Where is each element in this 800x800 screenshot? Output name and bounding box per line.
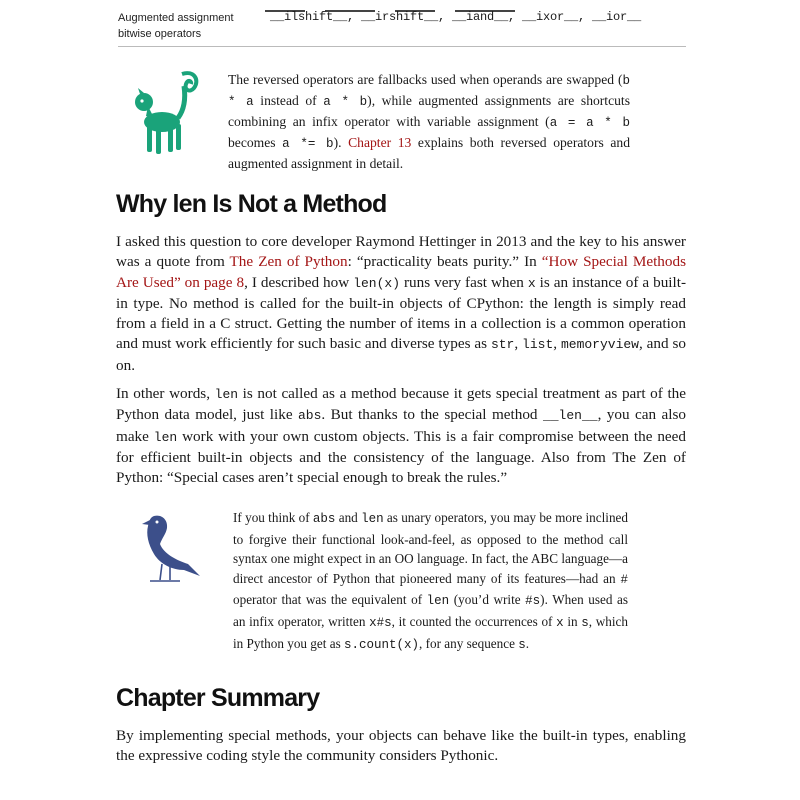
tip-code: a *= b (282, 137, 334, 151)
text: ). When used as an infix operator, written (233, 592, 628, 629)
inline-code: abs (298, 408, 322, 424)
text: (you’d write (449, 592, 526, 608)
inline-code: len (153, 429, 178, 445)
text: operator that was the equivalent of (233, 592, 427, 608)
chapter-13-link[interactable]: Chapter 13 (348, 135, 412, 150)
inline-code: #s (525, 594, 541, 609)
text: and (335, 510, 362, 525)
tip-text: The reversed operators are fallbacks used when operands are swapped ( (228, 72, 623, 87)
text: , (553, 335, 561, 353)
tip-text: explains both reversed operators and augmented assignment in detail. (228, 135, 630, 171)
tip-text: becomes (228, 135, 283, 150)
inline-code: len (426, 594, 450, 609)
paragraph-len-1 (116, 232, 686, 376)
paragraph-len-2 (116, 384, 686, 488)
inline-code: x#s (369, 615, 392, 630)
special-methods-link[interactable]: “How Special Methods Are Used” on page 8 (116, 253, 686, 291)
table-row-label: Augmented assignment bitwise operators (118, 12, 234, 40)
tip-code: a * b (323, 95, 368, 109)
text: , for any sequence (419, 635, 519, 651)
section-heading-len: Why len Is Not a Method (116, 190, 387, 218)
text: , it counted the occurrences of (391, 613, 557, 629)
crow-icon (140, 514, 206, 586)
inline-code: x (556, 615, 564, 630)
text: work with your own custom objects. This is a fair compromise between the need for efficient built-in objects and the consistency of the language. Also from The Zen of Python: “Special cases aren’t special enough to break the rules.” (116, 427, 687, 487)
text: as unary operators, you may be more inclined to forgive their functional look-and-feel, as opposed to the method call syntax one might expect in an OO language. In fact, the ABC language—a direct ancestor of Python that pioneered many of its features—had an (233, 510, 628, 586)
tip-note (228, 70, 630, 173)
inline-code: len (214, 387, 239, 402)
text: I asked this question to core developer Raymond Hettinger in 2013 and the key to his answer was a quote from (116, 233, 686, 271)
inline-code: str (490, 337, 515, 353)
paragraph-summary: By implementing special methods, your objects can behave like the built-in types, enabling the expressive coding style the community considers Pythonic. (116, 727, 686, 765)
text: is an instance of a built-in type. No method is called for the built-in objects of CPython: the length is simply read from a field in a C struct. Getting the number of items in a collection is a common operation and must work efficiently for such basic and diverse types as (116, 273, 687, 353)
text: in (563, 613, 582, 629)
inline-code: x (527, 275, 536, 291)
tip-code: a = a * b (549, 116, 630, 130)
text: If you think of (233, 510, 313, 525)
cropped-row-fragment (265, 0, 565, 3)
tip-code: b * a (228, 74, 630, 109)
text: , (514, 335, 523, 353)
text: , which in Python you get as (233, 613, 628, 651)
text: : “practicality beats purity.” In (347, 253, 542, 271)
text: runs very fast when (400, 273, 528, 291)
lemur-icon (132, 66, 202, 158)
table-row-operators: __ilshift__, __irshift__, __iand__, __ixor__, __ior__ (270, 10, 642, 24)
inline-code: abs (312, 512, 336, 526)
inline-code: s (581, 615, 589, 630)
inline-code: s (518, 637, 526, 652)
inline-code: # (620, 572, 628, 587)
tip-text: ). (333, 135, 349, 150)
operator-table-row (118, 6, 686, 47)
tip-text: ), while augmented assignments are shortcuts combining an infix operator with variable assignment ( (228, 93, 630, 129)
text: , and so on. (116, 335, 687, 374)
text: . (525, 635, 530, 651)
zen-of-python-link[interactable]: The Zen of Python (229, 253, 348, 271)
text: , I described how (244, 273, 354, 291)
inline-code: memoryview (560, 337, 639, 353)
text: , you can also make (116, 406, 686, 445)
tip-text: instead of (253, 93, 324, 108)
crow-note (233, 508, 628, 655)
section-heading-summary: Chapter Summary (116, 684, 320, 712)
text: In other words, (116, 385, 215, 402)
text: is not called as a method because it gets special treatment as part of the Python data model, just like (116, 385, 687, 424)
inline-code: len (361, 512, 384, 526)
inline-code: list (522, 337, 554, 353)
inline-code: len(x) (353, 275, 400, 291)
text: . But thanks to the special method (321, 406, 543, 424)
inline-code: s.count(x) (344, 637, 420, 652)
inline-code: __len__ (542, 408, 598, 424)
